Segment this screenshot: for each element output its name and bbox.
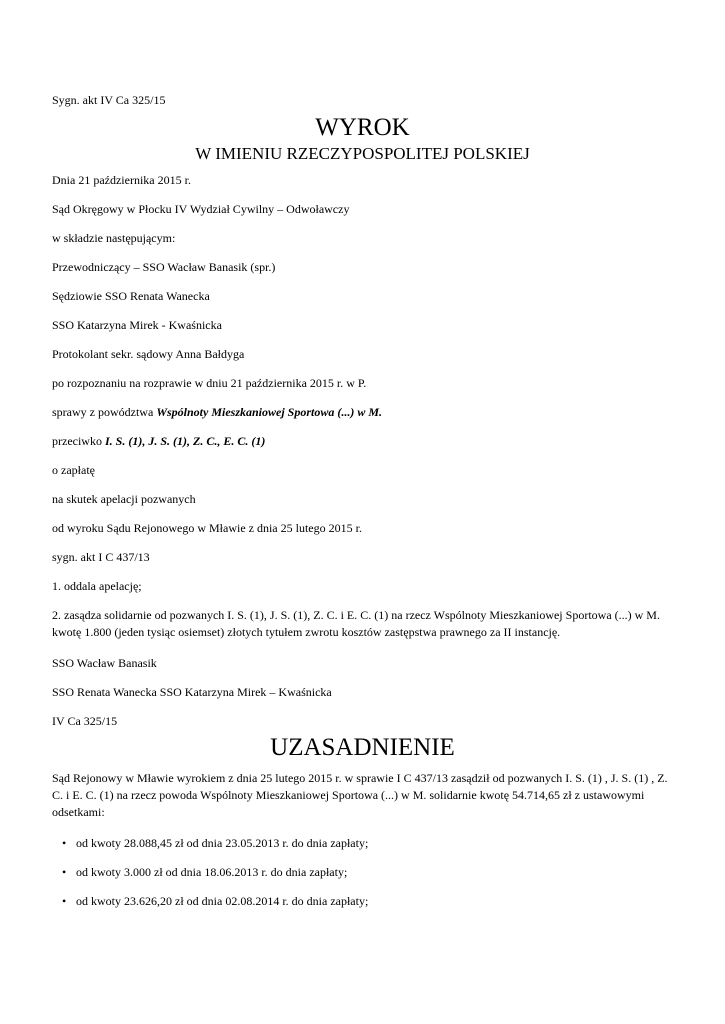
lower-court-signature: sygn. akt I C 437/13: [52, 550, 150, 564]
court-name: Sąd Okręgowy w Płocku IV Wydział Cywilny – Odwoławczy: [52, 202, 350, 216]
presiding-judge: Przewodniczący – SSO Wacław Banasik (spr.): [52, 260, 276, 274]
judgment-title: WYROK: [315, 114, 410, 141]
case-signature: Sygn. akt IV Ca 325/15: [52, 93, 166, 107]
list-item-text: od kwoty 28.088,45 zł od dnia 23.05.2013 r. do dnia zapłaty;: [76, 836, 369, 850]
bullet-icon: •: [62, 894, 67, 908]
signature-judge-1: SSO Wacław Banasik: [52, 656, 157, 670]
court-recorder: Protokolant sekr. sądowy Anna Bałdyga: [52, 347, 245, 361]
case-against: [52, 434, 265, 449]
justification-title: UZASADNIENIE: [270, 734, 455, 761]
case-claim: [52, 405, 382, 420]
list-item-text: od kwoty 23.626,20 zł od dnia 02.08.2014 r. do dnia zapłaty;: [76, 894, 369, 908]
ruling-point-2: 2. zasądza solidarnie od pozwanych I. S. (1), J. S. (1), Z. C. i E. C. (1) na rzecz Wspólnoty Mieszkaniowej Sportowa (...) w M. kwotę 1.800 (jeden tysiąc osiemset) złotych tytułem zwrotu kosztów zastępstwa prawnego za II instancję.: [52, 608, 660, 639]
composition-heading: w składzie następującym:: [52, 231, 176, 245]
appeal-basis: na skutek apelacji pozwanych: [52, 492, 196, 506]
judges: Sędziowie SSO Renata Wanecka: [52, 289, 210, 303]
list-item-text: od kwoty 3.000 zł od dnia 18.06.2013 r. do dnia zapłaty;: [76, 865, 348, 879]
bullet-icon: •: [62, 865, 67, 879]
judge-second: SSO Katarzyna Mirek - Kwaśnicka: [52, 318, 222, 332]
against-prefix: przeciwko: [52, 434, 105, 448]
justification-intro: Sąd Rejonowy w Mławie wyrokiem z dnia 25 lutego 2015 r. w sprawie I C 437/13 zasądził od pozwanych I. S. (1) , J. S. (1) , Z. C. i E. C. (1) na rzecz powoda Wspólnoty Mieszkaniowej Sportowa (...) w M. solidarnie kwotę 54.714,65 zł z ustawowymi odsetkami:: [52, 771, 668, 819]
case-reference: IV Ca 325/15: [52, 714, 118, 728]
list-item: [62, 894, 368, 909]
defendant-names: I. S. (1), J. S. (1), Z. C., E. C. (1): [104, 434, 266, 448]
plaintiff-name: Wspólnoty Mieszkaniowej Sportowa (...) w M.: [156, 405, 383, 419]
case-subject: o zapłatę: [52, 463, 95, 477]
list-item: [62, 836, 368, 851]
judgment-subtitle: W IMIENIU RZECZYPOSPOLITEJ POLSKIEJ: [195, 144, 530, 163]
appealed-judgment: od wyroku Sądu Rejonowego w Mławie z dnia 25 lutego 2015 r.: [52, 521, 362, 535]
hearing-info: po rozpoznaniu na rozprawie w dniu 21 października 2015 r. w P.: [52, 376, 367, 390]
case-prefix: sprawy z powództwa: [52, 405, 157, 419]
bullet-icon: •: [62, 836, 67, 850]
signature-judges-2-3: SSO Renata Wanecka SSO Katarzyna Mirek – Kwaśnicka: [52, 685, 332, 699]
ruling-point-1: 1. oddala apelację;: [52, 579, 142, 593]
judgment-date: Dnia 21 października 2015 r.: [52, 173, 191, 187]
list-item: [62, 865, 347, 880]
